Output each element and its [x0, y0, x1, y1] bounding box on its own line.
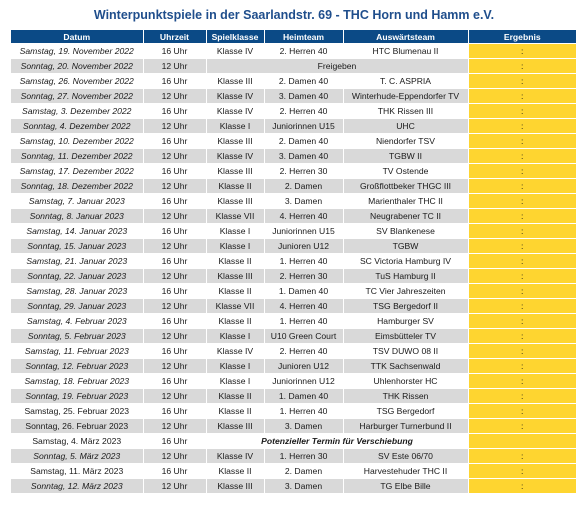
header-class: Spielklasse	[206, 30, 264, 44]
cell-date: Samstag, 7. Januar 2023	[11, 194, 143, 209]
cell-home-team: 2. Herren 40	[264, 104, 343, 119]
cell-date: Samstag, 4. Februar 2023	[11, 314, 143, 329]
cell-date: Samstag, 14. Januar 2023	[11, 224, 143, 239]
cell-result: :	[468, 194, 576, 209]
cell-time: 12 Uhr	[143, 359, 206, 374]
cell-result: :	[468, 224, 576, 239]
cell-away-team: TSG Bergedorf	[343, 404, 468, 419]
cell-date: Samstag, 17. Dezember 2022	[11, 164, 143, 179]
cell-home-team: 1. Herren 40	[264, 254, 343, 269]
cell-time: 16 Uhr	[143, 284, 206, 299]
cell-class: Klasse IV	[206, 44, 264, 59]
cell-date: Sonntag, 15. Januar 2023	[11, 239, 143, 254]
cell-date: Samstag, 26. November 2022	[11, 74, 143, 89]
cell-time: 12 Uhr	[143, 59, 206, 74]
cell-away-team: TSG Bergedorf II	[343, 299, 468, 314]
cell-class: Klasse VII	[206, 209, 264, 224]
cell-date: Sonntag, 12. Februar 2023	[11, 359, 143, 374]
cell-away-team: TSV DUWO 08 II	[343, 344, 468, 359]
cell-away-team: TGBW II	[343, 149, 468, 164]
cell-away-team: TC Vier Jahreszeiten	[343, 284, 468, 299]
cell-home-team: 3. Damen 40	[264, 149, 343, 164]
cell-home-team: Juniorinnen U15	[264, 119, 343, 134]
cell-result: :	[468, 134, 576, 149]
table-row	[11, 344, 576, 359]
cell-time: 12 Uhr	[143, 269, 206, 284]
table-row	[11, 329, 576, 344]
cell-class: Klasse I	[206, 239, 264, 254]
cell-time: 12 Uhr	[143, 89, 206, 104]
table-row	[11, 149, 576, 164]
cell-class: Klasse II	[206, 254, 264, 269]
cell-class: Klasse I	[206, 329, 264, 344]
cell-class: Klasse I	[206, 374, 264, 389]
cell-date: Sonntag, 19. Februar 2023	[11, 389, 143, 404]
cell-class: Klasse I	[206, 359, 264, 374]
cell-home-team: 1. Herren 30	[264, 449, 343, 464]
table-row	[11, 404, 576, 419]
cell-date: Sonntag, 12. März 2023	[11, 479, 143, 494]
cell-result: :	[468, 269, 576, 284]
cell-date: Sonntag, 8. Januar 2023	[11, 209, 143, 224]
cell-class: Klasse II	[206, 314, 264, 329]
cell-away-team: Marienthaler THC II	[343, 194, 468, 209]
cell-date: Sonntag, 11. Dezember 2022	[11, 149, 143, 164]
cell-away-team: UHC	[343, 119, 468, 134]
cell-class: Klasse II	[206, 404, 264, 419]
cell-date: Samstag, 10. Dezember 2022	[11, 134, 143, 149]
table-row	[11, 134, 576, 149]
cell-result: :	[468, 464, 576, 479]
cell-home-team: 2. Damen 40	[264, 134, 343, 149]
cell-home-team: 3. Damen	[264, 194, 343, 209]
cell-time: 16 Uhr	[143, 464, 206, 479]
table-row	[11, 209, 576, 224]
cell-class: Klasse III	[206, 269, 264, 284]
table-row	[11, 164, 576, 179]
cell-result: :	[468, 209, 576, 224]
cell-class: Klasse IV	[206, 104, 264, 119]
cell-result: :	[468, 149, 576, 164]
cell-class: Klasse III	[206, 74, 264, 89]
cell-time: 12 Uhr	[143, 179, 206, 194]
cell-class: Klasse III	[206, 194, 264, 209]
cell-result: :	[468, 44, 576, 59]
cell-date: Samstag, 18. Februar 2023	[11, 374, 143, 389]
table-body	[11, 44, 576, 494]
cell-date: Samstag, 19. November 2022	[11, 44, 143, 59]
cell-result: :	[468, 389, 576, 404]
cell-time: 16 Uhr	[143, 344, 206, 359]
table-row	[11, 374, 576, 389]
cell-time: 16 Uhr	[143, 104, 206, 119]
cell-time: 16 Uhr	[143, 374, 206, 389]
cell-class: Klasse I	[206, 224, 264, 239]
cell-time: 16 Uhr	[143, 74, 206, 89]
cell-away-team: THK Rissen III	[343, 104, 468, 119]
table-row	[11, 194, 576, 209]
table-row	[11, 284, 576, 299]
cell-date: Sonntag, 20. November 2022	[11, 59, 143, 74]
cell-result	[468, 434, 576, 449]
cell-away-team: TV Ostende	[343, 164, 468, 179]
cell-time: 12 Uhr	[143, 119, 206, 134]
cell-home-team: 1. Herren 40	[264, 314, 343, 329]
cell-away-team: THK Rissen	[343, 389, 468, 404]
table-row	[11, 239, 576, 254]
table-row	[11, 269, 576, 284]
table-row	[11, 59, 576, 74]
cell-home-team: 2. Herren 40	[264, 44, 343, 59]
cell-away-team: HTC Blumenau II	[343, 44, 468, 59]
page-title: Winterpunktspiele in der Saarlandstr. 69 - THC Horn und Hamm e.V.	[93, 8, 495, 22]
table-row	[11, 89, 576, 104]
cell-result: :	[468, 329, 576, 344]
cell-result: :	[468, 359, 576, 374]
cell-away-team: Großflottbeker THGC III	[343, 179, 468, 194]
cell-away-team: Neugrabener TC II	[343, 209, 468, 224]
table-row	[11, 359, 576, 374]
cell-home-team: 1. Damen 40	[264, 284, 343, 299]
cell-time: 12 Uhr	[143, 479, 206, 494]
table-row	[11, 419, 576, 434]
cell-away-team: SV Este 06/70	[343, 449, 468, 464]
table-row	[11, 224, 576, 239]
cell-home-team: 4. Herren 40	[264, 299, 343, 314]
cell-home-team: Juniorinnen U15	[264, 224, 343, 239]
cell-note: Freigeben	[206, 59, 468, 74]
cell-away-team: Winterhude-Eppendorfer TV	[343, 89, 468, 104]
cell-result: :	[468, 59, 576, 74]
cell-class: Klasse IV	[206, 449, 264, 464]
cell-result: :	[468, 419, 576, 434]
cell-class: Klasse I	[206, 119, 264, 134]
table-row	[11, 449, 576, 464]
cell-time: 16 Uhr	[143, 404, 206, 419]
cell-home-team: 3. Damen	[264, 479, 343, 494]
cell-result: :	[468, 284, 576, 299]
table-row	[11, 314, 576, 329]
table-row	[11, 479, 576, 494]
cell-time: 12 Uhr	[143, 239, 206, 254]
table-row	[11, 44, 576, 59]
cell-result: :	[468, 254, 576, 269]
header-time: Uhrzeit	[143, 30, 206, 44]
cell-time: 12 Uhr	[143, 149, 206, 164]
cell-home-team: 2. Damen	[264, 179, 343, 194]
cell-away-team: Harburger Turnerbund II	[343, 419, 468, 434]
cell-date: Sonntag, 5. Februar 2023	[11, 329, 143, 344]
header-result: Ergebnis	[468, 30, 576, 44]
cell-away-team: Niendorfer TSV	[343, 134, 468, 149]
cell-class: Klasse II	[206, 464, 264, 479]
cell-time: 16 Uhr	[143, 134, 206, 149]
cell-date: Samstag, 28. Januar 2023	[11, 284, 143, 299]
cell-date: Samstag, 4. März 2023	[11, 434, 143, 449]
cell-time: 12 Uhr	[143, 299, 206, 314]
cell-class: Klasse III	[206, 134, 264, 149]
cell-away-team: SC Victoria Hamburg IV	[343, 254, 468, 269]
cell-time: 12 Uhr	[143, 389, 206, 404]
cell-date: Sonntag, 22. Januar 2023	[11, 269, 143, 284]
header-away: Auswärtsteam	[343, 30, 468, 44]
cell-date: Sonntag, 29. Januar 2023	[11, 299, 143, 314]
cell-time: 16 Uhr	[143, 254, 206, 269]
table-row	[11, 299, 576, 314]
cell-date: Sonntag, 26. Februar 2023	[11, 419, 143, 434]
table-row	[11, 119, 576, 134]
cell-date: Sonntag, 18. Dezember 2022	[11, 179, 143, 194]
cell-date: Samstag, 21. Januar 2023	[11, 254, 143, 269]
cell-class: Klasse III	[206, 164, 264, 179]
table-row	[11, 389, 576, 404]
cell-note: Potenzieller Termin für Verschiebung	[206, 434, 468, 449]
cell-home-team: U10 Green Court	[264, 329, 343, 344]
cell-date: Sonntag, 4. Dezember 2022	[11, 119, 143, 134]
cell-result: :	[468, 119, 576, 134]
cell-away-team: Harvestehuder THC II	[343, 464, 468, 479]
cell-result: :	[468, 404, 576, 419]
cell-away-team: TTK Sachsenwald	[343, 359, 468, 374]
table-row	[11, 179, 576, 194]
cell-away-team: SV Blankenese	[343, 224, 468, 239]
cell-away-team: Eimsbütteler TV	[343, 329, 468, 344]
cell-home-team: 4. Herren 40	[264, 209, 343, 224]
header-date: Datum	[11, 30, 143, 44]
cell-result: :	[468, 344, 576, 359]
schedule-table	[11, 30, 576, 493]
cell-result: :	[468, 374, 576, 389]
cell-away-team: Hamburger SV	[343, 314, 468, 329]
cell-time: 12 Uhr	[143, 449, 206, 464]
cell-date: Sonntag, 27. November 2022	[11, 89, 143, 104]
cell-time: 12 Uhr	[143, 419, 206, 434]
cell-date: Samstag, 11. März 2023	[11, 464, 143, 479]
cell-away-team: Uhlenhorster HC	[343, 374, 468, 389]
cell-class: Klasse III	[206, 419, 264, 434]
cell-time: 16 Uhr	[143, 224, 206, 239]
cell-date: Sonntag, 5. März 2023	[11, 449, 143, 464]
cell-time: 16 Uhr	[143, 314, 206, 329]
header-home: Heimteam	[264, 30, 343, 44]
cell-time: 16 Uhr	[143, 164, 206, 179]
cell-result: :	[468, 179, 576, 194]
table-row	[11, 254, 576, 269]
cell-home-team: 2. Herren 30	[264, 269, 343, 284]
cell-time: 16 Uhr	[143, 44, 206, 59]
cell-class: Klasse VII	[206, 299, 264, 314]
cell-home-team: 2. Herren 30	[264, 164, 343, 179]
cell-home-team: 1. Damen 40	[264, 389, 343, 404]
cell-result: :	[468, 314, 576, 329]
cell-time: 12 Uhr	[143, 209, 206, 224]
cell-class: Klasse II	[206, 179, 264, 194]
cell-class: Klasse IV	[206, 149, 264, 164]
cell-home-team: 3. Damen	[264, 419, 343, 434]
cell-result: :	[468, 449, 576, 464]
cell-time: 16 Uhr	[143, 194, 206, 209]
cell-away-team: TGBW	[343, 239, 468, 254]
cell-result: :	[468, 104, 576, 119]
cell-home-team: Junioren U12	[264, 239, 343, 254]
cell-time: 12 Uhr	[143, 329, 206, 344]
table-row	[11, 104, 576, 119]
cell-home-team: 2. Damen 40	[264, 74, 343, 89]
table-row	[11, 464, 576, 479]
cell-result: :	[468, 479, 576, 494]
cell-result: :	[468, 74, 576, 89]
cell-class: Klasse III	[206, 479, 264, 494]
cell-home-team: 3. Damen 40	[264, 89, 343, 104]
cell-result: :	[468, 164, 576, 179]
cell-away-team: TG Elbe Bille	[343, 479, 468, 494]
table-header-row	[11, 30, 576, 44]
cell-class: Klasse II	[206, 389, 264, 404]
cell-class: Klasse II	[206, 284, 264, 299]
cell-class: Klasse IV	[206, 89, 264, 104]
cell-result: :	[468, 299, 576, 314]
cell-result: :	[468, 239, 576, 254]
cell-home-team: Junioren U12	[264, 359, 343, 374]
table-row	[11, 434, 576, 449]
cell-home-team: 2. Herren 40	[264, 344, 343, 359]
cell-result: :	[468, 89, 576, 104]
cell-date: Samstag, 11. Februar 2023	[11, 344, 143, 359]
cell-time: 16 Uhr	[143, 434, 206, 449]
cell-home-team: 1. Herren 40	[264, 404, 343, 419]
cell-date: Samstag, 25. Februar 2023	[11, 404, 143, 419]
cell-home-team: Juniorinnen U12	[264, 374, 343, 389]
cell-away-team: T. C. ASPRIA	[343, 74, 468, 89]
cell-class: Klasse IV	[206, 344, 264, 359]
cell-date: Samstag, 3. Dezember 2022	[11, 104, 143, 119]
table-row	[11, 74, 576, 89]
cell-away-team: TuS Hamburg II	[343, 269, 468, 284]
cell-home-team: 2. Damen	[264, 464, 343, 479]
